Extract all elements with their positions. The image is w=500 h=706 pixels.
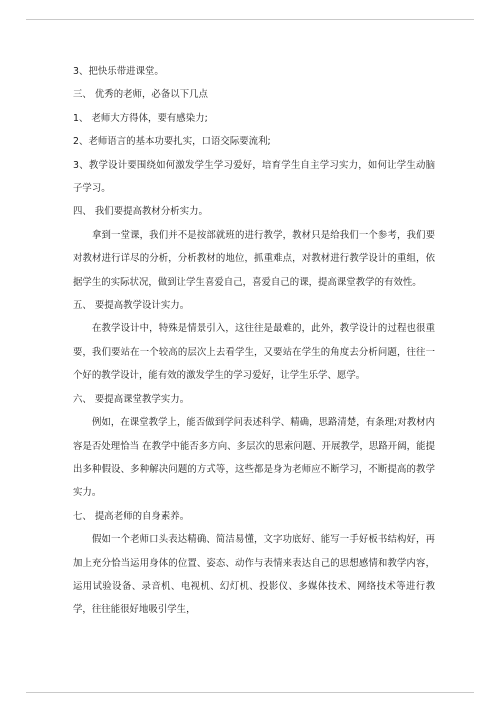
paragraph-section-6: 例如，在课堂教学上，能否做到学问表述科学、精确，思路清楚，有条理;对教材内容是否处理恰当 在教学中能否多方向、多层次的思索问题、开展教学，思路开阔，能提出多种假设、多种解决问题的方式等，这些都是身为老师应不断学习，不断提高的教学实力。: [73, 417, 435, 499]
paragraph-section-4: 拿到一堂课，我们并不是按部就班的进行教学，教材只是给我们一个参考，我们要对教材进行详尽的分析，分析教材的地位，抓重难点，对教材进行教学设计的重组，依据学生的实际状况，做到让学生喜爱自己，喜爱自己的课，提高课堂教学的有效性。: [73, 229, 435, 288]
paragraph-section-5: 在教学设计中，特殊是情景引入，这往往是最难的，此外，教学设计的过程也很重要，我们要站在一个较高的层次上去看学生，又要站在学生的角度去分析问题，往往一个好的教学设计，能有效的激发学生的学习爱好，让学生乐学、愿学。: [73, 323, 435, 382]
section-heading-7: 七、 提高老师的自身素养。: [73, 510, 190, 522]
paragraph-point-2: 2、老师语言的基本功要扎实，口语交际要流利;: [73, 136, 271, 148]
paragraph-section-7: 假如一个老师口头表达精确、简洁易懂，文字功底好、能写一手好板书结构好，再加上充分恰当运用身体的位置、姿态、动作与表情来表达自己的思想感情和教学内容，运用试验设备、录音机、电视机、幻灯机、投影仪、多媒体技术、网络技术等进行教学，往往能很好地吸引学生，: [73, 534, 435, 616]
document-body: [73, 60, 435, 622]
header-rule: [26, 19, 474, 20]
section-heading-4: 四、 我们要提高教材分析实力。: [73, 206, 208, 218]
section-heading-5: 五、 要提高教学设计实力。: [73, 300, 190, 312]
footer-rule: [26, 692, 474, 693]
paragraph-point-3: 3、教学设计要围绕如何激发学生学习爱好，培育学生自主学习实力，如何让学生动脑子学习。: [73, 159, 435, 195]
section-heading-6: 六、 要提高课堂教学实力。: [73, 393, 190, 405]
paragraph-point-1: 1、 老师大方得体，要有感染力;: [73, 112, 208, 124]
paragraph-1: 3、把快乐带进课堂。: [73, 66, 164, 77]
section-heading-3: 三、 优秀的老师，必备以下几点: [73, 89, 208, 101]
